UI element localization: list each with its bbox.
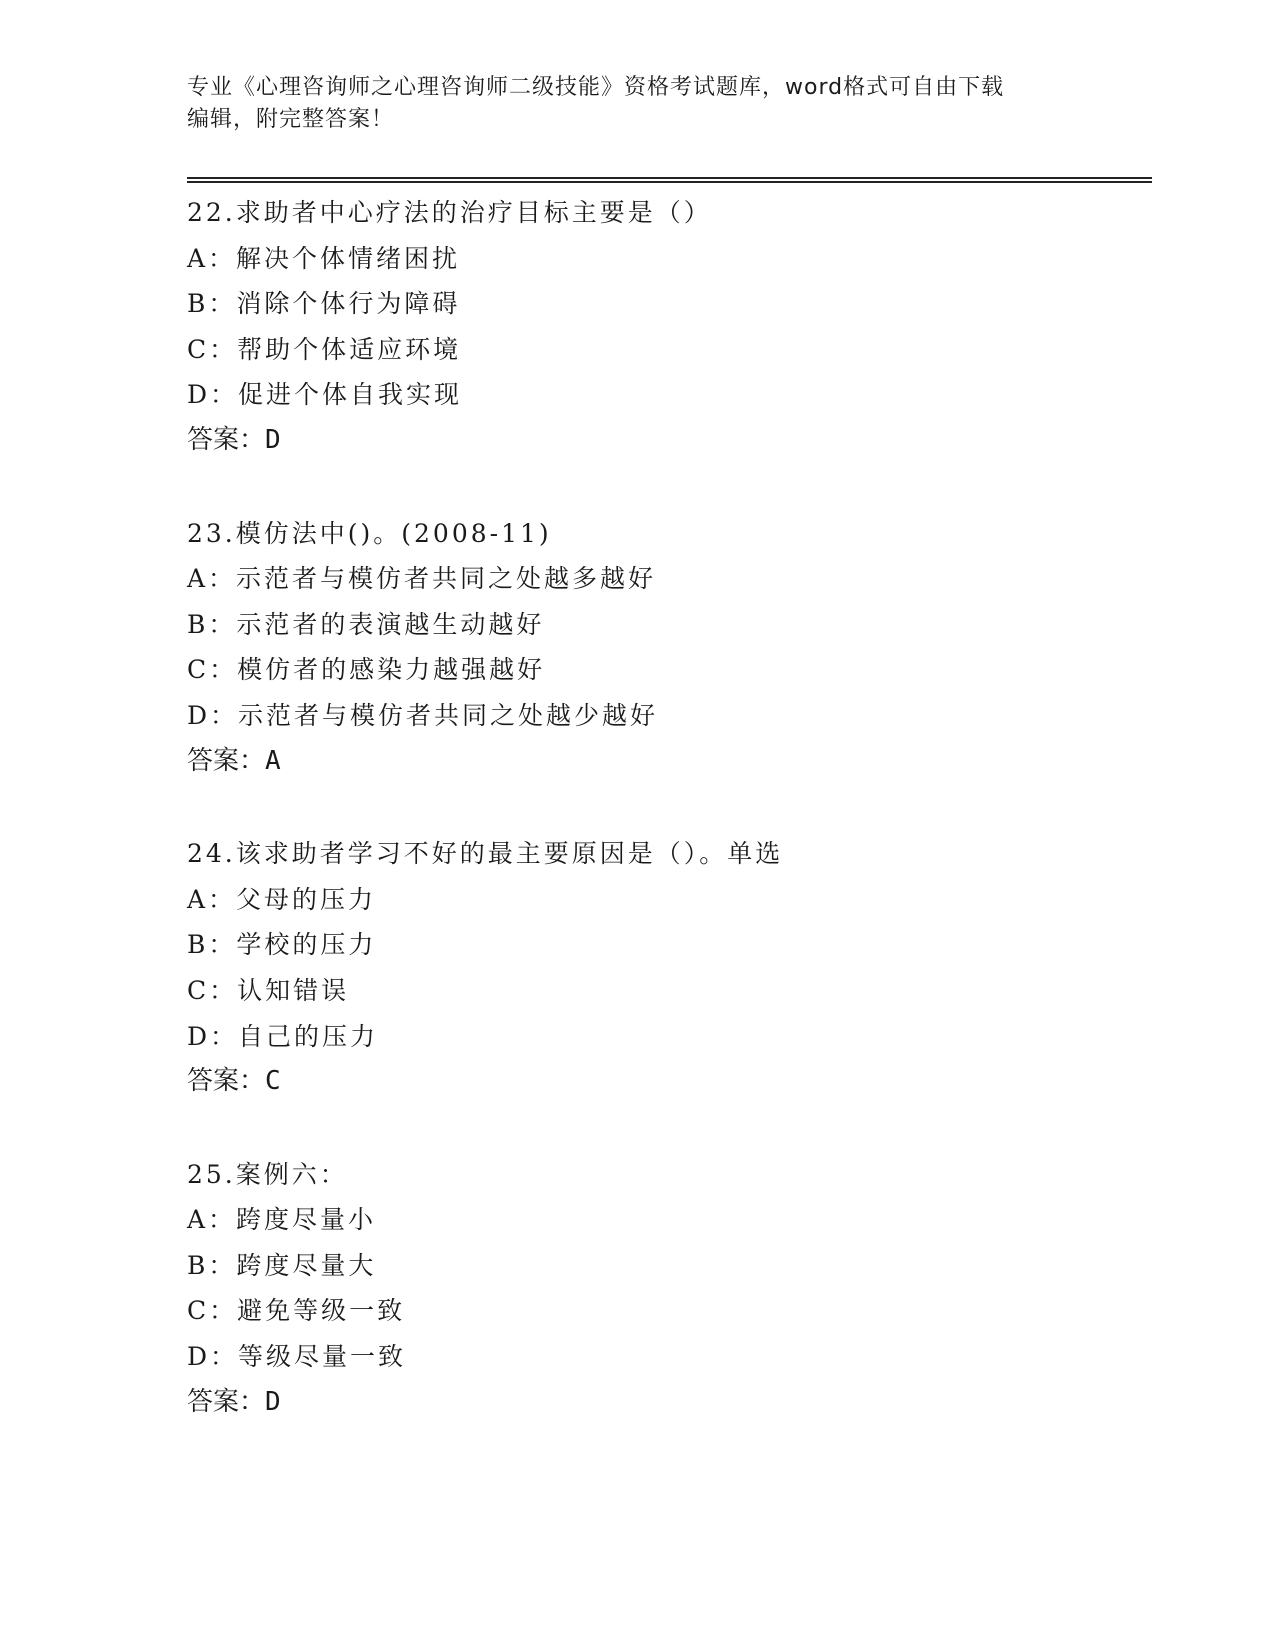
question-block bbox=[187, 1152, 1147, 1426]
option-c: C：认知错误 bbox=[187, 975, 350, 1005]
question-stem: 23.模仿法中()。(2008-11) bbox=[187, 518, 552, 548]
header-line-2: 编辑，附完整答案！ bbox=[187, 107, 395, 132]
option-a: A：跨度尽量小 bbox=[187, 1205, 377, 1235]
answer-label: 答案： bbox=[187, 1386, 266, 1417]
option-b: B：示范者的表演越生动越好 bbox=[187, 609, 545, 639]
question-stem: 25.案例六： bbox=[187, 1159, 348, 1189]
answer-label: 答案： bbox=[187, 1066, 266, 1097]
option-c: C：模仿者的感染力越强越好 bbox=[187, 655, 546, 685]
question-block bbox=[187, 831, 1147, 1105]
option-d: D：等级尽量一致 bbox=[187, 1342, 407, 1372]
answer-line bbox=[187, 739, 1147, 785]
answer-line bbox=[187, 418, 1147, 464]
option-b: B：消除个体行为障碍 bbox=[187, 289, 461, 319]
option-c: C：帮助个体适应环境 bbox=[187, 334, 462, 364]
header-line-1: 专业《心理咨询师之心理咨询师二级技能》资格考试题库，word格式可自由下载 bbox=[187, 75, 1005, 100]
answer-value: C bbox=[265, 1066, 281, 1097]
option-b: B：学校的压力 bbox=[187, 930, 377, 960]
question-stem: 22.求助者中心疗法的治疗目标主要是（） bbox=[187, 198, 712, 227]
option-a: A：解决个体情绪困扰 bbox=[187, 243, 461, 273]
answer-value: D bbox=[265, 1386, 281, 1417]
option-b: B：跨度尽量大 bbox=[187, 1250, 377, 1280]
document-header bbox=[187, 72, 1087, 136]
option-d: D：示范者与模仿者共同之处越少越好 bbox=[187, 700, 659, 730]
answer-value: A bbox=[265, 745, 281, 776]
option-c: C：避免等级一致 bbox=[187, 1296, 406, 1326]
answer-label: 答案： bbox=[187, 424, 266, 455]
header-divider-bottom bbox=[187, 181, 1152, 183]
answer-line bbox=[187, 1380, 1147, 1426]
option-d: D：自己的压力 bbox=[187, 1021, 379, 1051]
option-a: A：示范者与模仿者共同之处越多越好 bbox=[187, 564, 657, 594]
option-a: A：父母的压力 bbox=[187, 884, 377, 914]
answer-line bbox=[187, 1059, 1147, 1105]
header-divider-top bbox=[187, 177, 1152, 179]
option-d: D：促进个体自我实现 bbox=[187, 380, 463, 410]
answer-label: 答案： bbox=[187, 745, 266, 776]
question-block bbox=[187, 511, 1147, 785]
question-list bbox=[187, 190, 1147, 1472]
answer-value: D bbox=[265, 424, 281, 455]
question-stem: 24.该求助者学习不好的最主要原因是（）。单选 bbox=[187, 839, 784, 869]
question-block bbox=[187, 190, 1147, 464]
